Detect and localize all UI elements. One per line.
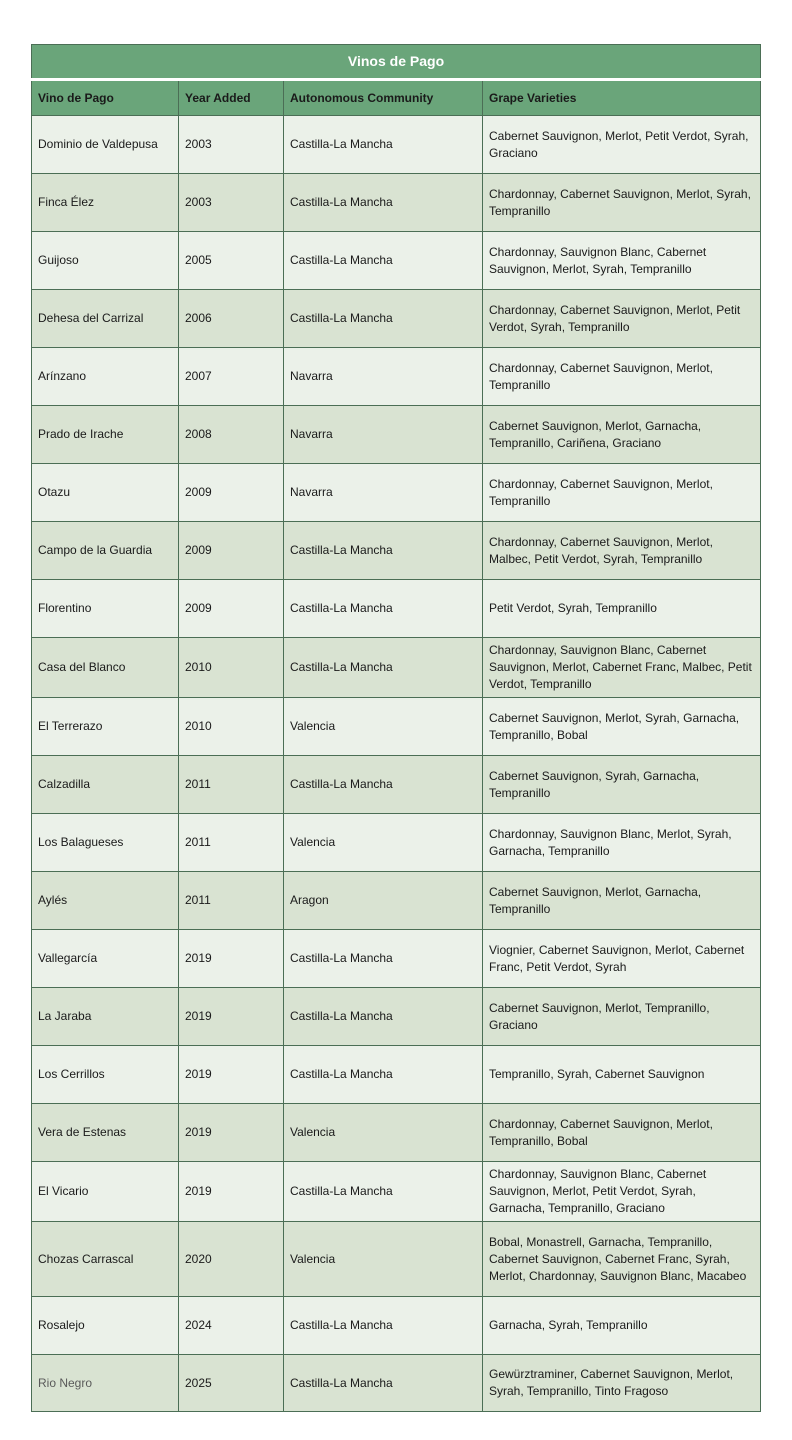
grape-varieties-cell: Viognier, Cabernet Sauvignon, Merlot, Cabernet Franc, Petit Verdot, Syrah [483,930,761,988]
year-added-cell: 2019 [179,1104,284,1162]
table-row [32,116,761,174]
table-row [32,1046,761,1104]
wine-name-cell: Prado de Irache [32,406,179,464]
table-row [32,174,761,232]
year-added-cell: 2005 [179,232,284,290]
year-added-cell: 2011 [179,756,284,814]
table-row [32,580,761,638]
grape-varieties-cell: Chardonnay, Cabernet Sauvignon, Merlot, Tempranillo [483,348,761,406]
autonomous-community-cell: Castilla-La Mancha [284,522,483,580]
table-header-row [32,80,761,116]
grape-varieties-cell: Chardonnay, Cabernet Sauvignon, Merlot, Petit Verdot, Syrah, Tempranillo [483,290,761,348]
year-added-cell: 2008 [179,406,284,464]
table-row [32,348,761,406]
autonomous-community-cell: Castilla-La Mancha [284,930,483,988]
grape-varieties-cell: Chardonnay, Sauvignon Blanc, Cabernet Sauvignon, Merlot, Cabernet Franc, Malbec, Petit Verdot, Tempranillo [483,638,761,698]
grape-varieties-cell: Chardonnay, Cabernet Sauvignon, Merlot, Tempranillo, Bobal [483,1104,761,1162]
autonomous-community-cell: Castilla-La Mancha [284,232,483,290]
wine-name-cell: Otazu [32,464,179,522]
year-added-cell: 2009 [179,580,284,638]
grape-varieties-cell: Tempranillo, Syrah, Cabernet Sauvignon [483,1046,761,1104]
year-added-cell: 2011 [179,814,284,872]
autonomous-community-cell: Castilla-La Mancha [284,1046,483,1104]
wine-name-cell: Finca Élez [32,174,179,232]
table-row [32,522,761,580]
grape-varieties-cell: Garnacha, Syrah, Tempranillo [483,1297,761,1355]
table-row [32,872,761,930]
table-row [32,930,761,988]
year-added-cell: 2010 [179,698,284,756]
wine-name-cell: Vallegarcía [32,930,179,988]
grape-varieties-cell: Chardonnay, Cabernet Sauvignon, Merlot, Syrah, Tempranillo [483,174,761,232]
table-row [32,1104,761,1162]
autonomous-community-cell: Valencia [284,814,483,872]
autonomous-community-cell: Castilla-La Mancha [284,290,483,348]
table-row [32,1162,761,1222]
table-row [32,638,761,698]
grape-varieties-cell: Chardonnay, Cabernet Sauvignon, Merlot, Malbec, Petit Verdot, Syrah, Tempranillo [483,522,761,580]
year-added-cell: 2019 [179,1046,284,1104]
wine-name-cell: Calzadilla [32,756,179,814]
autonomous-community-cell: Navarra [284,406,483,464]
wine-name-cell: Rosalejo [32,1297,179,1355]
wine-name-cell: Vera de Estenas [32,1104,179,1162]
year-added-cell: 2006 [179,290,284,348]
autonomous-community-cell: Castilla-La Mancha [284,988,483,1046]
table-row [32,1222,761,1297]
grape-varieties-cell: Cabernet Sauvignon, Syrah, Garnacha, Tempranillo [483,756,761,814]
table-row [32,406,761,464]
year-added-cell: 2009 [179,522,284,580]
autonomous-community-cell: Valencia [284,698,483,756]
wine-name-cell: Dominio de Valdepusa [32,116,179,174]
table-row [32,988,761,1046]
wine-name-cell: Aylés [32,872,179,930]
autonomous-community-cell: Castilla-La Mancha [284,580,483,638]
year-added-cell: 2003 [179,174,284,232]
wine-name-cell: Rio Negro [32,1355,179,1412]
autonomous-community-cell: Navarra [284,348,483,406]
year-added-cell: 2009 [179,464,284,522]
wine-name-cell: Campo de la Guardia [32,522,179,580]
wine-name-cell: Dehesa del Carrizal [32,290,179,348]
wine-name-cell: Los Cerrillos [32,1046,179,1104]
autonomous-community-cell: Valencia [284,1222,483,1297]
table-row [32,814,761,872]
year-added-cell: 2019 [179,988,284,1046]
autonomous-community-cell: Navarra [284,464,483,522]
wine-name-cell: Guijoso [32,232,179,290]
wine-name-cell: Florentino [32,580,179,638]
year-added-cell: 2025 [179,1355,284,1412]
grape-varieties-cell: Chardonnay, Cabernet Sauvignon, Merlot, Tempranillo [483,464,761,522]
year-added-cell: 2020 [179,1222,284,1297]
year-added-cell: 2011 [179,872,284,930]
grape-varieties-cell: Chardonnay, Sauvignon Blanc, Cabernet Sauvignon, Merlot, Syrah, Tempranillo [483,232,761,290]
column-header-vino-de-pago: Vino de Pago [32,80,179,116]
wine-name-cell: El Vicario [32,1162,179,1222]
grape-varieties-cell: Chardonnay, Sauvignon Blanc, Merlot, Syrah, Garnacha, Tempranillo [483,814,761,872]
grape-varieties-cell: Chardonnay, Sauvignon Blanc, Cabernet Sauvignon, Merlot, Petit Verdot, Syrah, Garnacha, Tempranillo, Graciano [483,1162,761,1222]
column-header-year-added: Year Added [179,80,284,116]
wine-name-cell: Los Balagueses [32,814,179,872]
table-row [32,464,761,522]
autonomous-community-cell: Castilla-La Mancha [284,174,483,232]
table-body [32,116,761,1412]
grape-varieties-cell: Petit Verdot, Syrah, Tempranillo [483,580,761,638]
autonomous-community-cell: Aragon [284,872,483,930]
table-row [32,698,761,756]
grape-varieties-cell: Cabernet Sauvignon, Merlot, Garnacha, Tempranillo [483,872,761,930]
wine-name-cell: Chozas Carrascal [32,1222,179,1297]
vinos-de-pago-table [31,44,761,1412]
autonomous-community-cell: Castilla-La Mancha [284,1297,483,1355]
table-title: Vinos de Pago [32,45,761,80]
column-header-grape-varieties: Grape Varieties [483,80,761,116]
autonomous-community-cell: Castilla-La Mancha [284,638,483,698]
autonomous-community-cell: Castilla-La Mancha [284,116,483,174]
year-added-cell: 2007 [179,348,284,406]
table-title-row [32,45,761,80]
autonomous-community-cell: Castilla-La Mancha [284,756,483,814]
autonomous-community-cell: Valencia [284,1104,483,1162]
year-added-cell: 2024 [179,1297,284,1355]
grape-varieties-cell: Cabernet Sauvignon, Merlot, Garnacha, Tempranillo, Cariñena, Graciano [483,406,761,464]
table-row [32,232,761,290]
year-added-cell: 2010 [179,638,284,698]
year-added-cell: 2019 [179,1162,284,1222]
wine-name-cell: Arínzano [32,348,179,406]
year-added-cell: 2003 [179,116,284,174]
table-row [32,756,761,814]
grape-varieties-cell: Bobal, Monastrell, Garnacha, Tempranillo, Cabernet Sauvignon, Cabernet Franc, Syrah, Merlot, Chardonnay, Sauvignon Blanc, Macabeo [483,1222,761,1297]
wine-name-cell: El Terrerazo [32,698,179,756]
wine-name-cell: Casa del Blanco [32,638,179,698]
grape-varieties-cell: Gewürztraminer, Cabernet Sauvignon, Merlot, Syrah, Tempranillo, Tinto Fragoso [483,1355,761,1412]
table-row [32,1355,761,1412]
table-row [32,1297,761,1355]
wine-name-cell: La Jaraba [32,988,179,1046]
grape-varieties-cell: Cabernet Sauvignon, Merlot, Syrah, Garnacha, Tempranillo, Bobal [483,698,761,756]
table-row [32,290,761,348]
column-header-autonomous-community: Autonomous Community [284,80,483,116]
autonomous-community-cell: Castilla-La Mancha [284,1355,483,1412]
year-added-cell: 2019 [179,930,284,988]
autonomous-community-cell: Castilla-La Mancha [284,1162,483,1222]
grape-varieties-cell: Cabernet Sauvignon, Merlot, Petit Verdot, Syrah, Graciano [483,116,761,174]
grape-varieties-cell: Cabernet Sauvignon, Merlot, Tempranillo, Graciano [483,988,761,1046]
